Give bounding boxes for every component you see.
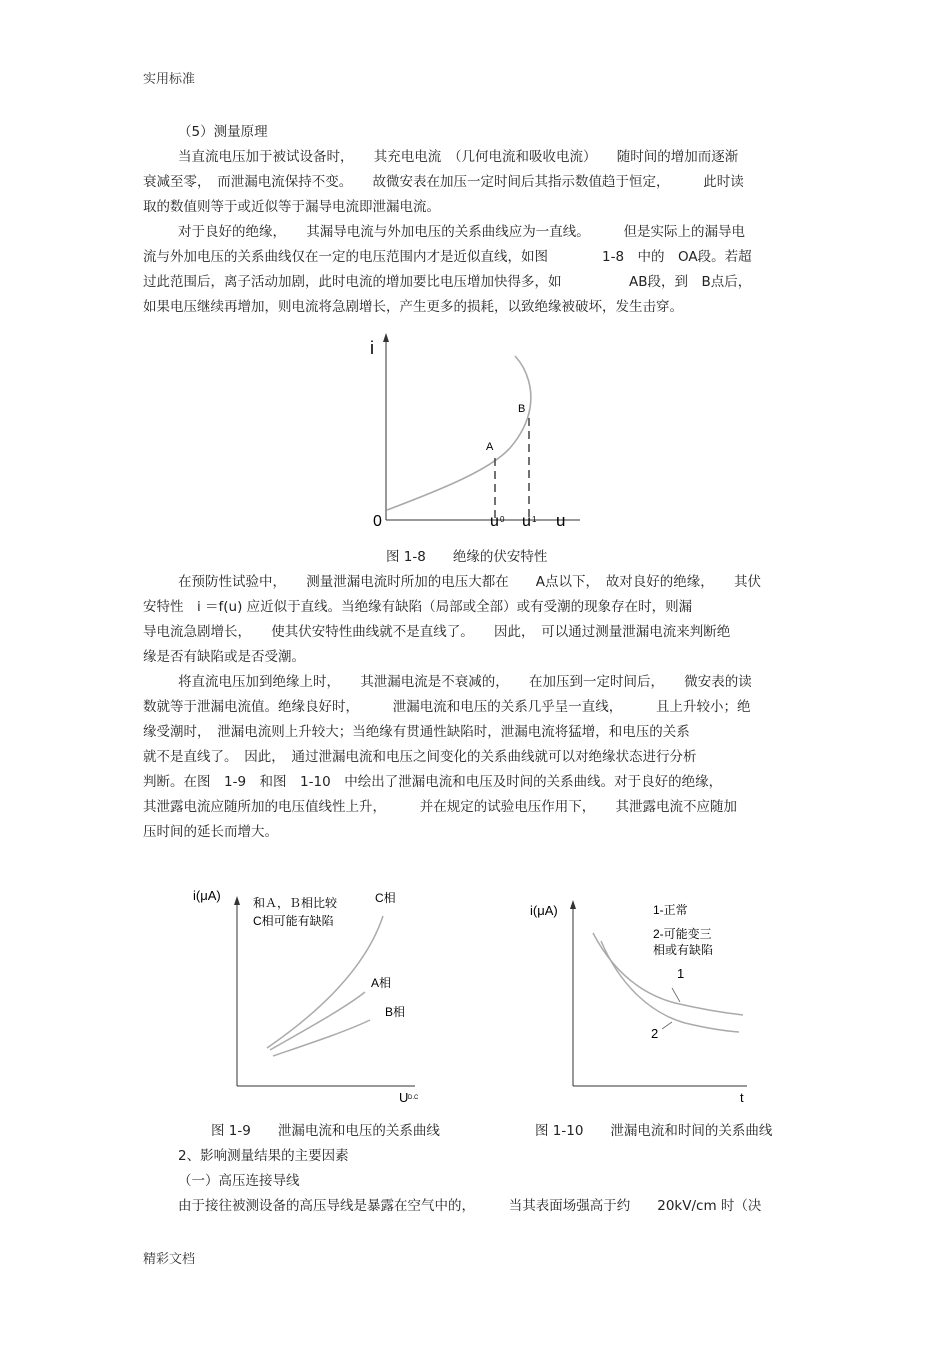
paragraph-line: 流与外加电压的关系曲线仅在一定的电压范围内才是近似直线，如图 1-8 中的 OA段。若超 xyxy=(143,249,752,265)
y-axis-label: i xyxy=(370,338,374,358)
y-axis-arrow xyxy=(383,333,389,342)
figure-caption: 图 1-9 泄漏电流和电压的关系曲线 xyxy=(211,1123,440,1139)
paragraph-line: 导电流急剧增长， 使其伏安特性曲线就不是直线了。 因此， 可以通过测量泄漏电流来判断绝 xyxy=(143,624,731,640)
page-footer: 精彩文档 xyxy=(143,1252,196,1267)
page-header: 实用标准 xyxy=(143,72,196,87)
paragraph-line: 过此范围后，离子活动加剧，此时电流的增加要比电压增加快得多，如 AB段，到 B点后， xyxy=(143,274,752,290)
u1-subscript: 1 xyxy=(532,515,537,524)
curve-c xyxy=(267,916,383,1048)
legend-defect-line-2: 相或有缺陷 xyxy=(653,943,714,957)
paragraph-line: 缘是否有缺陷或是否受潮。 xyxy=(143,649,305,665)
x-axis-label: t xyxy=(740,1090,744,1105)
label-b-phase: B相 xyxy=(385,1005,406,1019)
y-axis-label: i(μA) xyxy=(193,888,221,903)
paragraph-line: 取的数值则等于或近似等于漏导电流即泄漏电流。 xyxy=(143,199,440,215)
figure-caption: 图 1-10 泄漏电流和时间的关系曲线 xyxy=(535,1123,773,1139)
origin-label: 0 xyxy=(373,513,382,530)
paragraph-line: 对于良好的绝缘， 其漏导电流与外加电压的关系曲线应为一直线。 但是实际上的漏导电 xyxy=(178,224,745,240)
paragraph-line: 数就等于泄漏电流值。绝缘良好时， 泄漏电流和电压的关系几乎呈一直线， 且上升较小；绝 xyxy=(143,699,751,715)
paragraph-line: 当直流电压加于被试设备时， 其充电电流 （几何电流和吸收电流） 随时间的增加而逐渐 xyxy=(178,149,739,165)
figure-1-8 xyxy=(360,330,600,535)
x-axis-subscript: D.C xyxy=(408,1095,419,1101)
figure-1-9 xyxy=(185,880,435,1110)
label-a-phase: A相 xyxy=(371,976,392,990)
curve-1-label: 1 xyxy=(677,966,685,981)
paragraph-line: 缘受潮时， 泄漏电流则上升较大；当绝缘有贯通性缺陷时，泄漏电流将猛增，和电压的关系 xyxy=(143,724,690,740)
paragraph-line: 衰减至零， 而泄漏电流保持不变。 故微安表在加压一定时间后其指示数值趋于恒定， 此时读 xyxy=(143,174,744,190)
y-axis-label: i(μA) xyxy=(530,903,558,918)
u1-label: u xyxy=(522,513,531,530)
x-axis-label: u xyxy=(556,511,566,530)
paragraph-line: 如果电压继续再增加，则电流将急剧增长，产生更多的损耗，以致绝缘被破坏，发生击穿。 xyxy=(143,299,683,315)
vi-curve xyxy=(387,356,531,510)
paragraph-line: 其泄露电流应随所加的电压值线性上升， 并在规定的试验电压作用下， 其泄露电流不应随加 xyxy=(143,799,737,815)
curve-b xyxy=(273,1020,370,1056)
u0-subscript: 0 xyxy=(500,515,505,524)
section-title: 2、影响测量结果的主要因素 xyxy=(178,1148,349,1164)
figure-caption: 图 1-8 绝缘的伏安特性 xyxy=(386,549,548,565)
subsection-title: （一）高压连接导线 xyxy=(178,1173,300,1189)
leader-line-1 xyxy=(672,988,680,1002)
note-line-1: 和Ａ，Ｂ相比较 xyxy=(253,896,338,910)
u0-label: u xyxy=(490,513,499,530)
point-b-label: B xyxy=(518,403,526,415)
paragraph-line: 安特性 i ＝f(u) 应近似于直线。当绝缘有缺陷（局部或全部）或有受潮的现象存在时，则漏 xyxy=(143,599,693,615)
label-c-phase: C相 xyxy=(375,891,396,905)
legend-normal: 1-正常 xyxy=(653,903,688,917)
leader-line-2 xyxy=(662,1022,672,1029)
paragraph-line: 在预防性试验中， 测量泄漏电流时所加的电压大都在 A点以下， 故对良好的绝缘， 其伏 xyxy=(178,574,761,590)
note-line-2: C相可能有缺陷 xyxy=(253,914,334,928)
paragraph-line: 压时间的延长而增大。 xyxy=(143,824,278,840)
paragraph-line: 由于接往被测设备的高压导线是暴露在空气中的， 当其表面场强高于约 20kV/cm 时（决 xyxy=(178,1198,762,1214)
x-axis-label: U xyxy=(399,1090,409,1105)
paragraph-line: 就不是直线了。 因此， 通过泄漏电流和电压之间变化的关系曲线就可以对绝缘状态进行分析 xyxy=(143,749,697,765)
paragraph-line: 判断。在图 1-9 和图 1-10 中绘出了泄漏电流和电压及时间的关系曲线。对于良好的绝缘， xyxy=(143,774,723,790)
section-title: （5）测量原理 xyxy=(178,124,268,140)
y-axis-arrow xyxy=(570,900,576,909)
figure-1-10 xyxy=(525,895,775,1110)
paragraph-line: 将直流电压加到绝缘上时， 其泄漏电流是不衰减的， 在加压到一定时间后， 微安表的读 xyxy=(178,674,752,690)
y-axis-arrow xyxy=(234,896,240,905)
legend-defect-line-1: 2-可能变三 xyxy=(653,927,712,941)
curve-2-label: 2 xyxy=(651,1026,659,1041)
point-a-label: A xyxy=(486,441,494,453)
